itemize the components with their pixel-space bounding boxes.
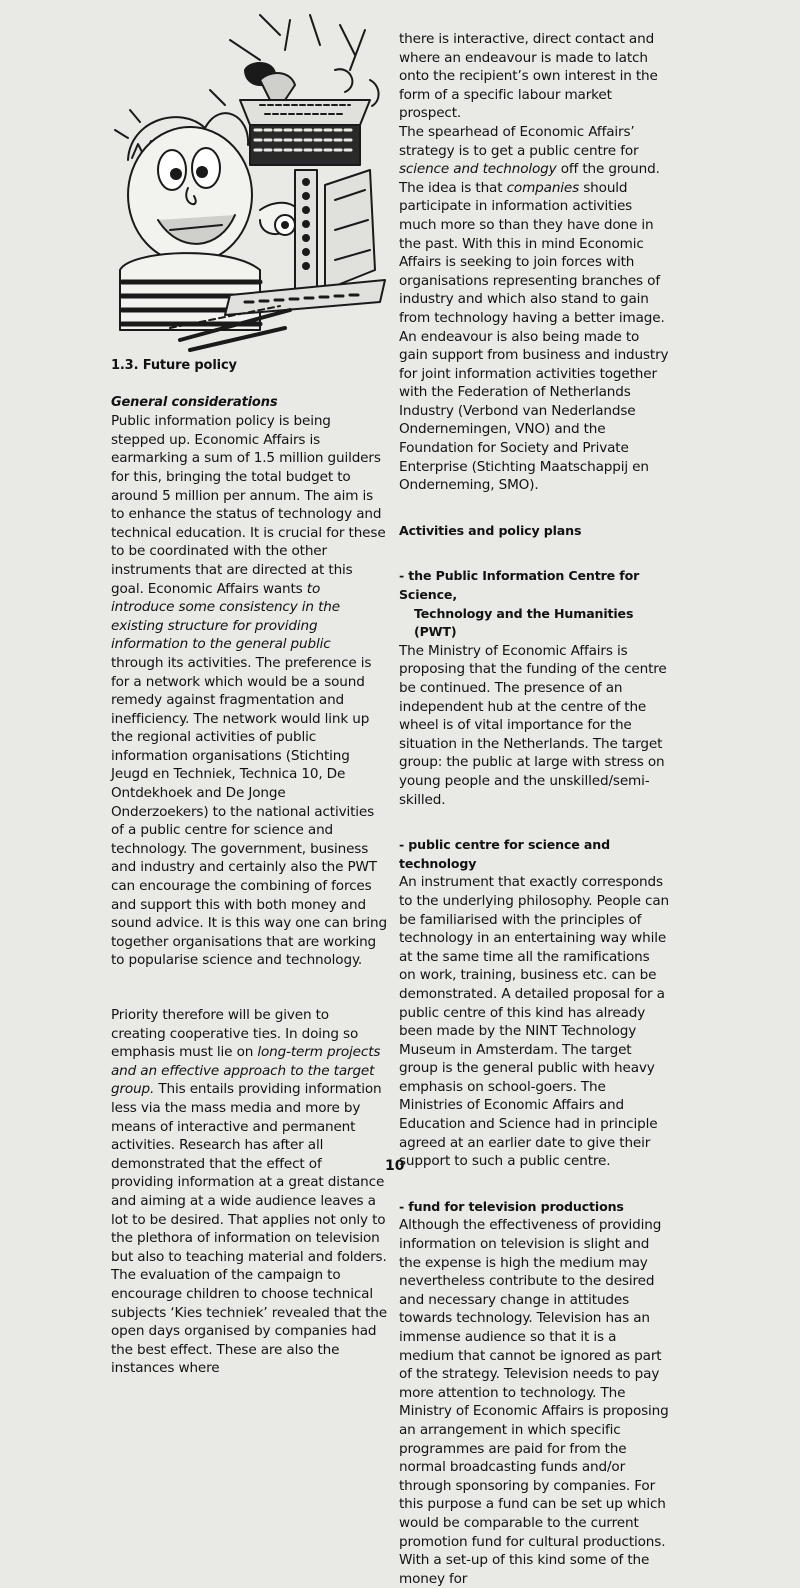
cartoon-boy-with-construction-set-icon	[110, 10, 392, 362]
emphasis-text: long-term projects and an effective approach to the target group.	[111, 1044, 381, 1098]
spacer	[399, 1171, 669, 1198]
bullet-text-tv-fund: Although the effectiveness of providing information on television is slight and the expense is high the medium may nevertheless contribute to the desired and necessary change in attitudes towards technology. Television has an immense audience so that it is a medium that cannot be ignored as part of the strategy. Television needs to pay more attention to technology. The Ministry of Economic Affairs is proposing an arrangement in which specific programmes are paid for from the normal broadcasting funds and/or through sponsoring by companies. For this purpose a fund can be set up which would be comparable to the current promotion fund for cultural productions. With a set-up of this kind some of the money for	[399, 1217, 669, 1587]
bullet-heading-pwt	[399, 567, 669, 641]
bullet-text-public-centre: An instrument that exactly corresponds to the underlying philosophy. People can be familiarised with the principles of technology in an entertaining way while at the same time all the ramifications on work, training, business etc. can be demonstrated. A detailed proposal for a public centre of this kind has already been made by the NINT Technology Museum in Amsterdam. The target group is the general public with heavy emphasis on school-goers. The Ministries of Economic Affairs and Education and Science had in principle agreed at an earlier date to give their support to such a public centre.	[399, 874, 669, 1170]
left-paragraph-1	[111, 412, 387, 970]
right-column	[399, 30, 669, 1588]
text-run: Public information policy is being stepped up. Economic Affairs is earmarking a sum of 1.5 million guilders for this, bringing the total budget to around 5 million per annum. The aim is to enhance the status of technology and technical education. It is crucial for these to be coordinated with the other instruments that are directed at this goal. Economic Affairs wants	[111, 413, 386, 597]
emphasis-text: companies	[506, 179, 580, 196]
spacer	[399, 809, 669, 836]
illustration-cartoon	[110, 10, 392, 362]
spacer	[399, 540, 669, 567]
activities-heading: Activities and policy plans	[399, 522, 582, 538]
right-paragraph-1: there is interactive, direct contact and where an endeavour is made to latch onto the recipient’s own interest in the form of a specific labour market prospect.	[399, 31, 658, 122]
right-paragraph-2	[399, 123, 669, 495]
bullet-heading-public-centre: - public centre for science and technology	[399, 837, 610, 871]
text-run: through its activities. The preference is for a network which would be a sound remedy against fragmentation and inefficiency. The network would link up the regional activities of public information organisations (Stichting Jeugd en Techniek, Technica 10, De Ontdekhoek and De Jonge Onderzoekers) to the national activities of a public centre for science and technology. The government, business and industry and certainly also the PWT can encourage the combining of forces and support this with both money and sound advice. It is this way one can bring together organisations that are working to popularise science and technology.	[111, 654, 387, 969]
left-column	[111, 357, 387, 1378]
bullet-text-pwt: The Ministry of Economic Affairs is proposing that the funding of the centre be continued. The presence of an independent hub at the centre of the wheel is of vital importance for the situation in the Netherlands. The target group: the public at large with stress on young people and the unskilled/semi-skilled.	[399, 642, 667, 808]
page-number: 10	[385, 1158, 405, 1174]
text-run: The spearhead of Economic Affairs’ strategy is to get a public centre for	[399, 123, 639, 159]
spacer	[399, 495, 669, 522]
bullet-heading-pwt-line1: - the Public Information Centre for Science,	[399, 568, 640, 603]
text-run: off the ground. The idea is that	[399, 161, 660, 196]
spacer	[111, 970, 387, 1006]
bullet-heading-pwt-line2: Technology and the Humanities (PWT)	[414, 605, 634, 640]
bullet-heading-tv-fund: - fund for television productions	[399, 1198, 624, 1214]
emphasis-text: to introduce some consistency in the existing structure for providing information to the general public	[111, 580, 340, 653]
emphasis-text: science and technology	[399, 161, 557, 178]
text-run: should participate in information activities much more so than they have done in the past. With this in mind Economic Affairs is seeking to join forces with organisations representing branches of industry and which also stand to gain from technology having a better image. An endeavour is also being made to gain support from business and industry for joint information activities together with the Federation of Netherlands Industry (Verbond van Nederlandse Ondernemingen, VNO) and the Foundation for Society and Private Enterprise (Stichting Maatschappij en Onderneming, SMO).	[399, 179, 669, 494]
left-paragraph-2	[111, 1006, 387, 1378]
sub-heading: General considerations	[111, 394, 278, 410]
text-run: This entails providing information less via the mass media and more by means of interactive and permanent activities. Research has after all demonstrated that the effect of providing information at a great distance and aiming at a wide audience leaves a lot to be desired. That applies not only to the plethora of information on television but also to teaching material and folders. The evaluation of the campaign to encourage children to choose technical subjects ‘Kies techniek’ revealed that the open days organised by companies had the best effect. These are also the instances where	[111, 1081, 387, 1377]
section-heading: 1.3. Future policy	[111, 358, 237, 373]
text-run: Priority therefore will be given to creating cooperative ties. In doing so emphasis must lie on	[111, 1007, 359, 1061]
